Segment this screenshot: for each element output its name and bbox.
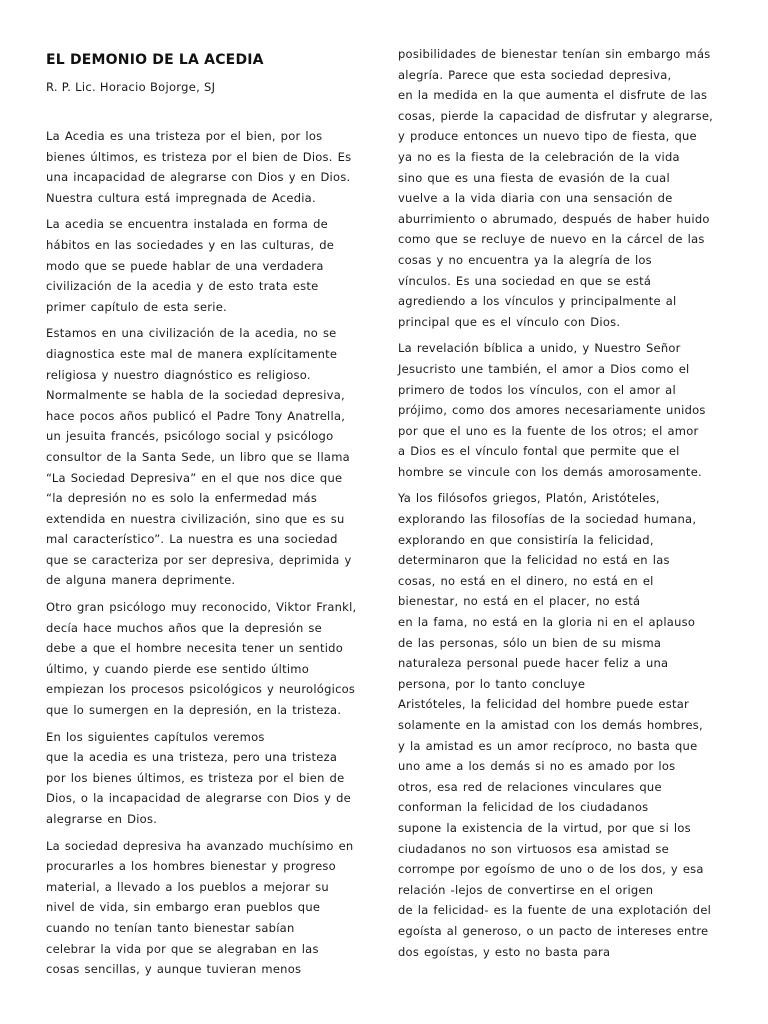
- text-line: mal característico”. La nuestra es una sociedad: [46, 532, 338, 547]
- text-line: dos egoístas, y esto no basta para: [398, 944, 611, 959]
- document-title: EL DEMONIO DE LA ACEDIA: [46, 52, 264, 68]
- text-line: La acedia se encuentra instalada en forma de: [46, 217, 328, 232]
- text-line: uno ame a los demás si no es amado por los: [398, 759, 676, 774]
- text-line: diagnostica este mal de manera explícitamente: [46, 346, 338, 361]
- text-line: una incapacidad de alegrarse con Dios y en Dios.: [46, 170, 351, 185]
- text-line: de la felicidad- es la fuente de una explotación del: [398, 903, 712, 918]
- text-line: empiezan los procesos psicológicos y neurológicos: [46, 682, 356, 697]
- text-line: por que el uno es la fuente de los otros; el amor: [398, 423, 699, 438]
- text-line: solamente en la amistad con los demás hombres,: [398, 718, 703, 732]
- text-line: como que se recluye de nuevo en la cárcel de las: [398, 232, 705, 247]
- text-line: a Dios es el vínculo fontal que permite que el: [398, 444, 680, 459]
- text-line: celebrar la vida por que se alegraban en las: [46, 941, 319, 956]
- text-line: cosas y no encuentra ya la alegría de los: [398, 252, 652, 267]
- text-line: persona, por lo tanto concluye: [398, 676, 586, 691]
- text-line: En los siguientes capítulos veremos: [46, 729, 265, 744]
- text-line: ciudadanos no son virtuosos esa amistad se: [398, 841, 669, 856]
- text-line: vuelve a la vida diaria con una sensación de: [398, 191, 673, 206]
- text-line: hace pocos años publicó el Padre Tony Anatrella,: [46, 408, 346, 423]
- author-line: R. P. Lic. Horacio Bojorge, SJ: [46, 80, 216, 94]
- text-line: decía hace muchos años que la depresión se: [46, 620, 322, 635]
- text-line: corrompe por egoísmo de uno o de los dos, y esa: [398, 862, 704, 877]
- text-line: La sociedad depresiva ha avanzado muchísimo en: [46, 838, 354, 853]
- text-line: y produce entonces un nuevo tipo de fiesta, que: [398, 129, 697, 144]
- text-line: primero de todos los vínculos, con el amor al: [398, 382, 676, 397]
- text-line: cuando no tenían tanto bienestar sabían: [46, 920, 295, 935]
- text-line: La Acedia es una tristeza por el bien, por los: [46, 129, 323, 143]
- text-line: La revelación bíblica a unido, y Nuestro Señor: [398, 341, 681, 356]
- text-line: bienes últimos, es tristeza por el bien de Dios. Es: [46, 149, 352, 164]
- text-line: Aristóteles, la felicidad del hombre puede estar: [398, 697, 690, 712]
- text-line: supone la existencia de la virtud, por que si los: [398, 820, 691, 835]
- text-line: Nuestra cultura está impregnada de Acedia.: [46, 190, 316, 205]
- text-line: procurarles a los hombres bienestar y progreso: [46, 859, 336, 874]
- text-line: hombre se vincule con los demás amorosamente.: [398, 464, 702, 479]
- text-line: determinaron que la felicidad no está en las: [398, 553, 670, 568]
- paragraph: [46, 836, 376, 980]
- text-line: aburrimiento o abrumado, después de haber huido: [398, 211, 710, 226]
- text-line: hábitos en las sociedades y en las culturas, de: [46, 237, 335, 252]
- text-line: relación -lejos de convertirse en el origen: [398, 882, 654, 897]
- text-line: nivel de vida, sin embargo eran pueblos que: [46, 900, 321, 915]
- text-line: último, y cuando pierde ese sentido último: [46, 661, 310, 676]
- text-line: que se caracteriza por ser depresiva, deprimida y: [46, 552, 352, 567]
- text-line: cosas, pierde la capacidad de disfrutar y alegrarse,: [398, 108, 714, 123]
- text-line: en la fama, no está en la gloria ni en el aplauso: [398, 615, 696, 630]
- paragraph: [398, 488, 728, 962]
- left-column-text: [46, 126, 376, 986]
- text-line: egoísta al generoso, o un pacto de intereses entre: [398, 923, 709, 938]
- text-line: y la amistad es un amor recíproco, no basta que: [398, 738, 698, 753]
- paragraph: [46, 597, 376, 721]
- text-line: naturaleza personal puede hacer feliz a una: [398, 656, 669, 671]
- text-line: explorando las filosofías de la sociedad humana,: [398, 512, 697, 527]
- text-line: alegrarse en Dios.: [46, 812, 158, 826]
- text-line: otros, esa red de relaciones vinculares que: [398, 779, 662, 794]
- text-line: civilización de la acedia y de esto trata este: [46, 279, 319, 294]
- text-line: consultor de la Santa Sede, un libro que se llama: [46, 449, 350, 464]
- text-line: modo que se puede hablar de una verdadera: [46, 258, 324, 273]
- text-line: Jesucristo une también, el amor a Dios como el: [398, 361, 690, 376]
- text-line: posibilidades de bienestar tenían sin embargo más: [398, 47, 711, 61]
- text-line: Otro gran psicólogo muy reconocido, Viktor Frankl,: [46, 600, 357, 615]
- text-line: alegría. Parece que esta sociedad depresiva,: [398, 67, 672, 82]
- paragraph: [398, 338, 728, 482]
- text-line: “la depresión no es solo la enfermedad más: [46, 491, 318, 506]
- text-line: Ya los filósofos griegos, Platón, Aristóteles,: [398, 491, 660, 506]
- text-line: agrediendo a los vínculos y principalmente al: [398, 294, 677, 309]
- text-line: extendida en nuestra civilización, sino que es su: [46, 511, 345, 526]
- right-column-text: [398, 44, 728, 968]
- text-line: de las personas, sólo un bien de su misma: [398, 635, 662, 650]
- text-line: “La Sociedad Depresiva” en el que nos dice que: [46, 470, 343, 485]
- paragraph: [46, 323, 376, 591]
- paragraph: [46, 727, 376, 830]
- paragraph: [46, 214, 376, 317]
- text-line: primer capítulo de esta serie.: [46, 299, 227, 314]
- text-line: cosas sencillas, y aunque tuvieran menos: [46, 962, 302, 977]
- text-line: Dios, o la incapacidad de alegrarse con Dios y de: [46, 791, 351, 806]
- text-line: bienestar, no está en el placer, no está: [398, 594, 641, 609]
- text-line: religiosa y nuestro diagnóstico es religioso.: [46, 367, 311, 382]
- paragraph: [46, 126, 376, 208]
- text-line: ya no es la fiesta de la celebración de la vida: [398, 149, 680, 164]
- text-line: cosas, no está en el dinero, no está en el: [398, 573, 654, 588]
- text-line: un jesuita francés, psicólogo social y psicólogo: [46, 429, 334, 444]
- text-line: conforman la felicidad de los ciudadanos: [398, 800, 649, 815]
- paragraph: [398, 44, 728, 332]
- text-line: debe a que el hombre necesita tener un sentido: [46, 641, 344, 656]
- text-line: sino que es una fiesta de evasión de la cual: [398, 170, 670, 185]
- text-line: vínculos. Es una sociedad en que se está: [398, 273, 652, 288]
- text-line: que la acedia es una tristeza, pero una tristeza: [46, 750, 338, 765]
- text-line: principal que es el vínculo con Dios.: [398, 314, 621, 329]
- text-line: material, a llevado a los pueblos a mejorar su: [46, 879, 329, 894]
- text-line: Normalmente se habla de la sociedad depresiva,: [46, 388, 345, 403]
- text-line: Estamos en una civilización de la acedia, no se: [46, 326, 337, 341]
- text-line: por los bienes últimos, es tristeza por el bien de: [46, 770, 345, 785]
- text-line: en la medida en la que aumenta el disfrute de las: [398, 88, 708, 103]
- text-line: explorando en que consistiría la felicidad,: [398, 532, 654, 547]
- text-line: que lo sumergen en la depresión, en la tristeza.: [46, 703, 342, 718]
- text-line: de alguna manera deprimente.: [46, 573, 236, 588]
- text-line: prójimo, como dos amores necesariamente unidos: [398, 403, 706, 418]
